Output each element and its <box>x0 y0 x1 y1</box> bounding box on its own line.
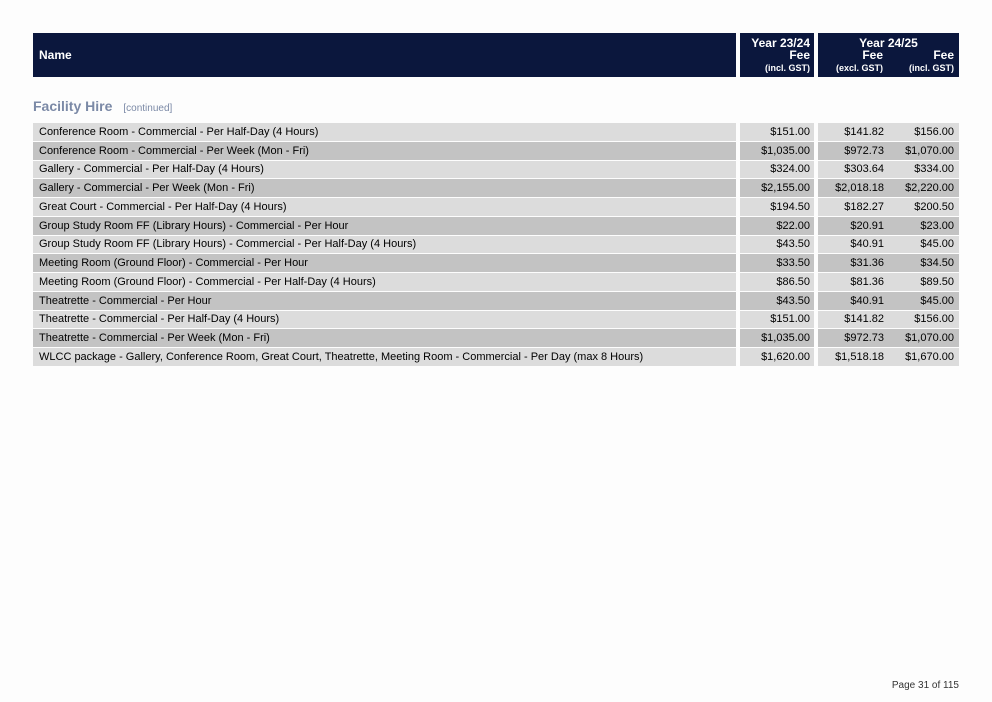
year-2324-gst-label: (incl. GST) <box>765 63 810 73</box>
fee-2425-excl-cell: $141.82 <box>818 123 888 141</box>
fee-name-cell: Theatrette - Commercial - Per Hour <box>33 292 736 310</box>
fee-name-cell: Theatrette - Commercial - Per Half-Day (4 Hours) <box>33 311 736 329</box>
fee-2425-excl-cell: $40.91 <box>818 236 888 254</box>
fee-2425-incl-cell: $156.00 <box>888 311 959 329</box>
year-2425-incl-gst-label: (incl. GST) <box>909 63 954 73</box>
fee-2425-excl-cell: $20.91 <box>818 217 888 235</box>
fee-name-cell: Meeting Room (Ground Floor) - Commercial - Per Half-Day (4 Hours) <box>33 273 736 291</box>
fee-2324-cell: $194.50 <box>740 198 814 216</box>
fee-2425-excl-cell: $182.27 <box>818 198 888 216</box>
fee-2425-incl-cell: $2,220.00 <box>888 179 959 197</box>
fee-2425-excl-cell: $40.91 <box>818 292 888 310</box>
fee-2324-cell: $33.50 <box>740 254 814 272</box>
fee-name-cell: Theatrette - Commercial - Per Week (Mon - Fri) <box>33 329 736 347</box>
fee-2425-incl-cell: $23.00 <box>888 217 959 235</box>
fee-2425-incl-cell: $1,070.00 <box>888 329 959 347</box>
fee-name-cell: Group Study Room FF (Library Hours) - Commercial - Per Half-Day (4 Hours) <box>33 236 736 254</box>
fee-2425-excl-cell: $31.36 <box>818 254 888 272</box>
fee-2324-cell: $2,155.00 <box>740 179 814 197</box>
fee-2425-incl-cell: $89.50 <box>888 273 959 291</box>
fee-2425-incl-cell: $1,670.00 <box>888 348 959 366</box>
table-row <box>33 197 959 216</box>
fee-2324-cell: $324.00 <box>740 161 814 179</box>
fee-2425-incl-cell: $334.00 <box>888 161 959 179</box>
fee-2425-excl-cell: $141.82 <box>818 311 888 329</box>
fee-2425-excl-cell: $81.36 <box>818 273 888 291</box>
year-2324-label: Year 23/24 <box>751 36 810 50</box>
fee-2425-excl-cell: $972.73 <box>818 329 888 347</box>
fee-2425-incl-cell: $45.00 <box>888 236 959 254</box>
fee-2324-cell: $43.50 <box>740 236 814 254</box>
table-row <box>33 347 959 366</box>
fee-2425-incl-cell: $156.00 <box>888 123 959 141</box>
section-title: Facility Hire <box>33 98 113 114</box>
fee-name-cell: Gallery - Commercial - Per Half-Day (4 Hours) <box>33 161 736 179</box>
year-2425-excl-gst-label: (excl. GST) <box>835 63 883 73</box>
year-2425-column-header <box>818 33 959 77</box>
year-2324-column-header <box>740 33 814 77</box>
fee-name-cell: Conference Room - Commercial - Per Week (Mon - Fri) <box>33 142 736 160</box>
fee-2425-excl-cell: $972.73 <box>818 142 888 160</box>
fee-2425-excl-cell: $1,518.18 <box>818 348 888 366</box>
fee-name-cell: Conference Room - Commercial - Per Half-Day (4 Hours) <box>33 123 736 141</box>
name-header-label: Name <box>39 48 72 62</box>
section-heading <box>33 98 172 114</box>
table-row <box>33 123 959 141</box>
fee-2324-cell: $151.00 <box>740 123 814 141</box>
fee-2425-incl-cell: $1,070.00 <box>888 142 959 160</box>
fee-name-cell: Great Court - Commercial - Per Half-Day (4 Hours) <box>33 198 736 216</box>
table-row <box>33 310 959 329</box>
table-row <box>33 291 959 310</box>
fee-2425-incl-cell: $45.00 <box>888 292 959 310</box>
fee-name-cell: Group Study Room FF (Library Hours) - Commercial - Per Hour <box>33 217 736 235</box>
fee-2324-cell: $151.00 <box>740 311 814 329</box>
table-row <box>33 178 959 197</box>
year-2425-excl-subheader <box>836 49 883 74</box>
fee-2324-cell: $22.00 <box>740 217 814 235</box>
year-2425-incl-fee-label: Fee <box>933 48 954 62</box>
section-continued-note: [continued] <box>123 103 173 114</box>
year-2425-excl-fee-label: Fee <box>862 48 883 62</box>
fee-name-cell: Gallery - Commercial - Per Week (Mon - Fri) <box>33 179 736 197</box>
table-row <box>33 328 959 347</box>
year-2425-label: Year 24/25 <box>859 36 918 50</box>
fee-table <box>33 123 959 366</box>
fee-2425-excl-cell: $2,018.18 <box>818 179 888 197</box>
page-number: Page 31 of 115 <box>891 680 959 691</box>
table-row <box>33 253 959 272</box>
table-row <box>33 216 959 235</box>
fee-2425-incl-cell: $34.50 <box>888 254 959 272</box>
fee-2324-cell: $43.50 <box>740 292 814 310</box>
year-2425-incl-subheader <box>909 49 954 74</box>
year-2324-fee-label: Fee <box>789 48 810 62</box>
fee-2324-cell: $1,035.00 <box>740 329 814 347</box>
table-row <box>33 141 959 160</box>
table-header <box>33 33 959 77</box>
fee-2324-cell: $1,035.00 <box>740 142 814 160</box>
table-row <box>33 235 959 254</box>
fee-2425-excl-cell: $303.64 <box>818 161 888 179</box>
name-column-header <box>33 33 736 77</box>
fee-2324-cell: $86.50 <box>740 273 814 291</box>
fee-2425-incl-cell: $200.50 <box>888 198 959 216</box>
fee-name-cell: WLCC package - Gallery, Conference Room, Great Court, Theatrette, Meeting Room - Commercial - Per Day (max 8 Hours) <box>33 348 736 366</box>
table-row <box>33 160 959 179</box>
fee-2324-cell: $1,620.00 <box>740 348 814 366</box>
table-row <box>33 272 959 291</box>
year-2324-fee-subheader <box>765 49 810 74</box>
fee-name-cell: Meeting Room (Ground Floor) - Commercial - Per Hour <box>33 254 736 272</box>
